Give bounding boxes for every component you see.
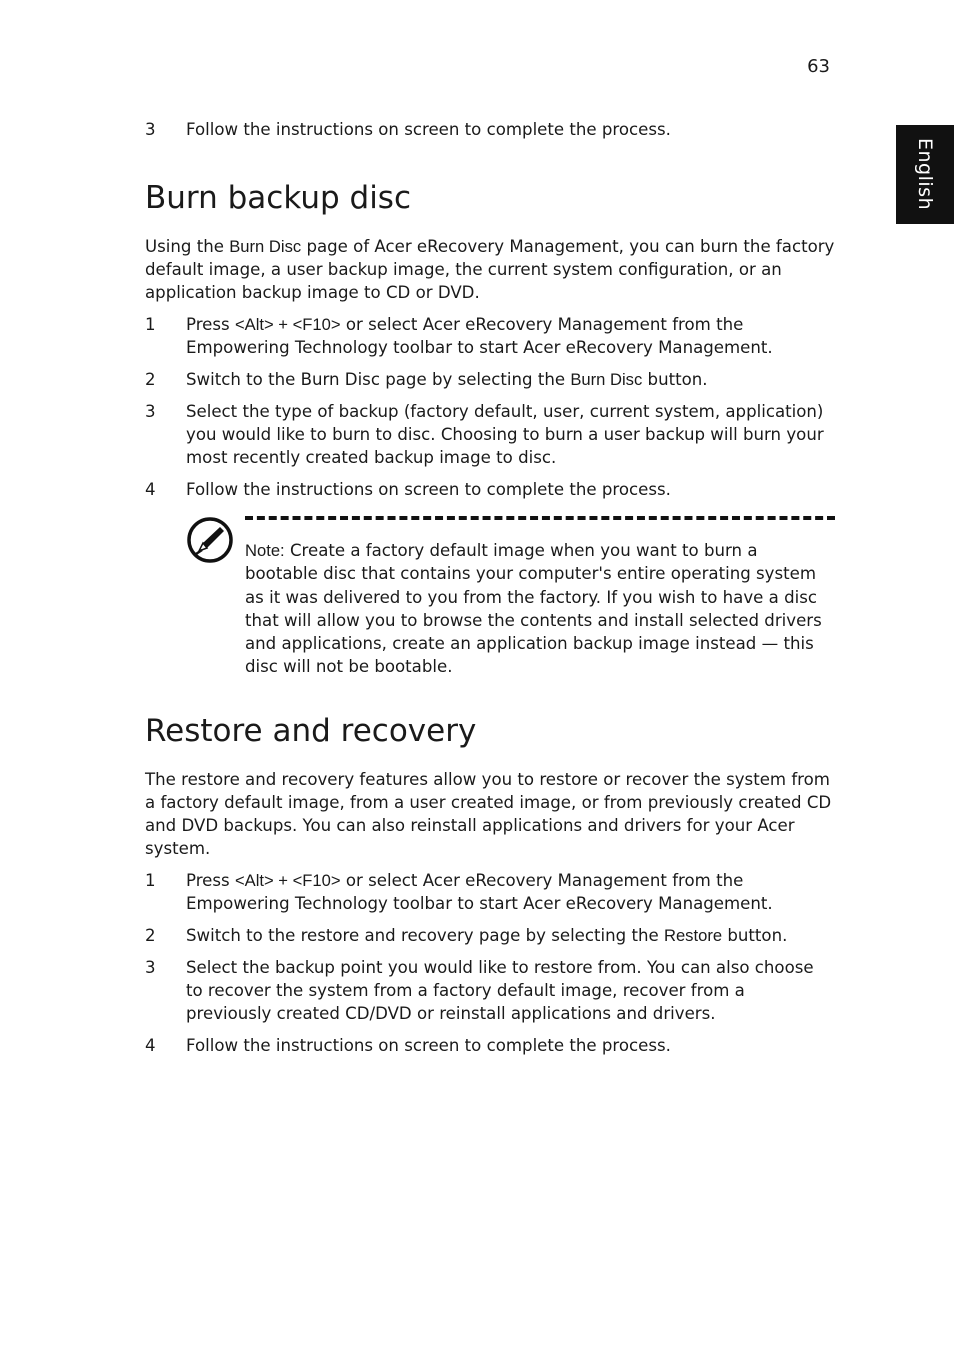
list-item [145, 478, 835, 501]
restore-intro-paragraph: The restore and recovery features allow you to restore or recover the system from a factory default image, from a user created image, or from previously created CD and DVD backups. You can also reinstall applications and drivers for your Acer system. [145, 769, 832, 858]
step-number: 2 [145, 370, 156, 389]
language-tab-label: English [914, 138, 936, 211]
ui-term: Restore [663, 925, 723, 945]
text-run: button. [642, 370, 708, 389]
text-run: Using the [145, 237, 230, 256]
text-run: or select Acer eRecovery Management from the Empowering Technology toolbar to start Acer eRecovery Management. [186, 315, 773, 357]
note-divider [245, 516, 835, 520]
step-text: Follow the instructions on screen to complete the process. [186, 480, 671, 499]
list-item [145, 924, 835, 947]
step-text: Follow the instructions on screen to complete the process. [186, 1035, 671, 1055]
text-run: Switch to the Burn Disc page by selecting the [186, 370, 571, 389]
language-tab [896, 125, 954, 224]
step-number: 2 [145, 925, 156, 945]
list-item [145, 869, 835, 915]
section-heading-restore: Restore and recovery [145, 712, 477, 749]
text-run: Press [186, 315, 235, 334]
step-text: Select the type of backup (factory default, user, current system, application) you would like to burn to disc. Choosing to burn a user backup will burn your most recently created backup image to disc. [186, 402, 824, 467]
key-combo: <Alt> + <F10> [234, 315, 341, 334]
list-item [145, 118, 835, 141]
pencil-note-icon [186, 516, 234, 564]
step-number: 4 [145, 480, 156, 499]
list-item [145, 313, 835, 359]
step-text: Follow the instructions on screen to complete the process. [186, 120, 671, 139]
step-number: 1 [145, 870, 156, 890]
note-block [186, 516, 835, 679]
key-combo: <Alt> + <F10> [234, 870, 341, 890]
note-text [245, 539, 835, 679]
page-content [145, 118, 835, 1066]
step-text: Select the backup point you would like to restore from. You can also choose to recover the system from a factory default image, recover from a previously created CD/DVD or reinstall applications and drivers. [186, 957, 814, 1023]
step-number: 3 [145, 957, 156, 977]
text-run: page of Acer eRecovery Management, you can burn the factory default image, a user backup image, the current system configuration, or an application backup image to CD or DVD. [145, 237, 835, 302]
step-number: 3 [145, 120, 156, 139]
text-run: Create a factory default image when you want to burn a bootable disc that contains your computer's entire operating system as it was delivered to you from the factory. If you wish to have a disc that will allow you to browse the contents and install selected drivers and applications, create an application backup image instead — this disc will not be bootable. [245, 541, 822, 677]
ui-term: Burn Disc [570, 370, 643, 389]
page-number: 63 [807, 56, 830, 77]
step-text [186, 313, 835, 359]
text-run: Press [186, 870, 235, 890]
section-heading-burn: Burn backup disc [145, 180, 411, 216]
text-run: button. [722, 925, 788, 945]
step-text [186, 368, 835, 391]
step-number: 4 [145, 1035, 156, 1055]
list-item [145, 956, 835, 1025]
step-text [186, 924, 835, 947]
burn-intro-paragraph [145, 235, 835, 304]
text-run: or select Acer eRecovery Management from the Empowering Technology toolbar to start Acer eRecovery Management. [186, 870, 773, 913]
list-item [145, 368, 835, 391]
list-item [145, 1034, 835, 1057]
step-number: 3 [145, 402, 156, 421]
step-number: 1 [145, 315, 156, 334]
text-run: Switch to the restore and recovery page by selecting the [186, 925, 664, 945]
ui-term: Burn Disc [229, 237, 302, 256]
step-text [186, 869, 835, 915]
list-item [145, 400, 835, 469]
note-label: Note: [245, 541, 285, 560]
